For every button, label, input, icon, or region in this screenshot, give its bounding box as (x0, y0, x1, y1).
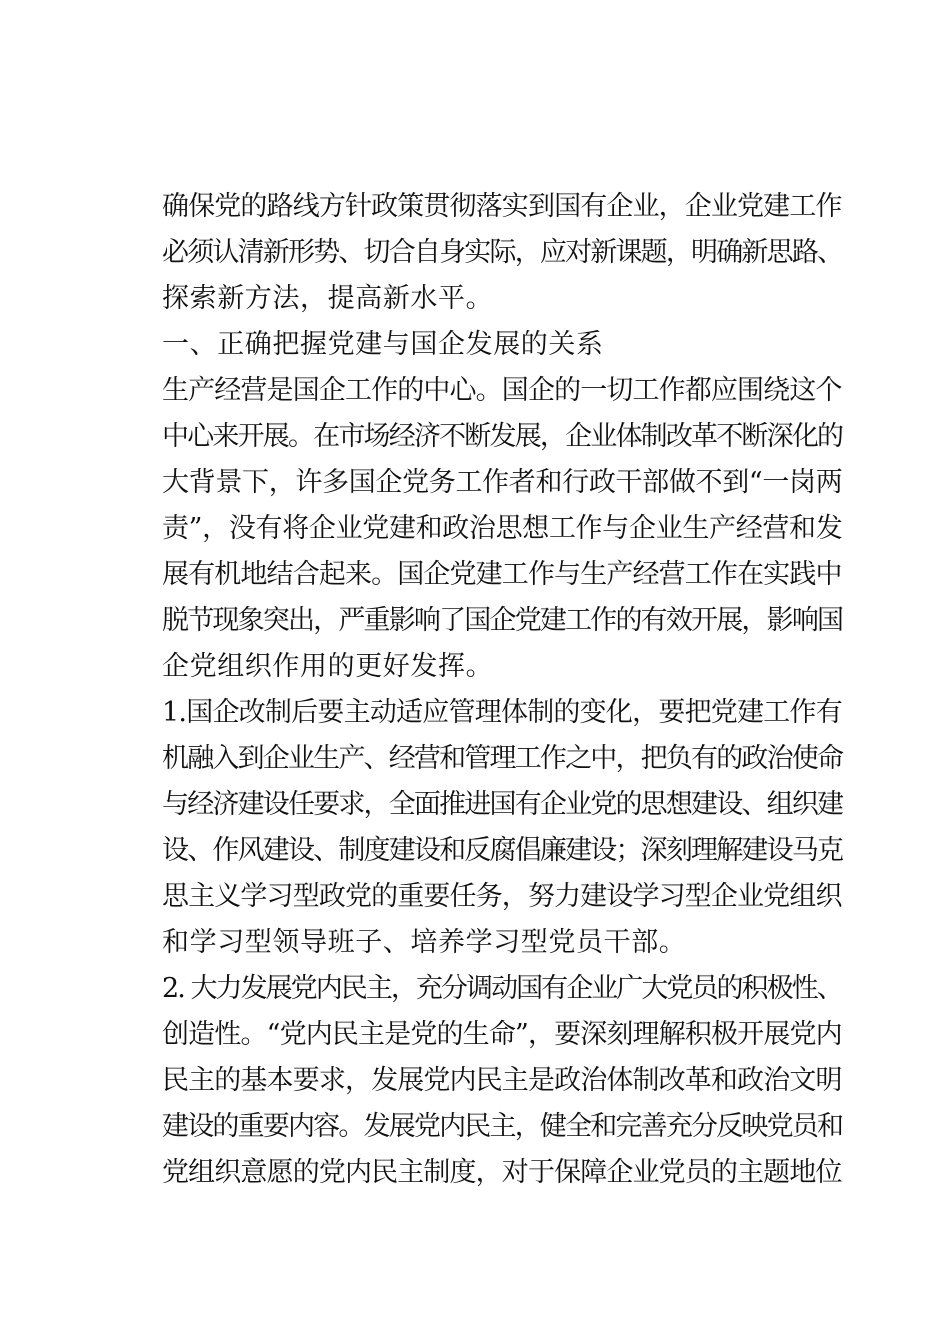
text-line: 思主义学习型政党的重要任务，努力建设学习型企业党组织 (162, 881, 842, 912)
text-line: 探索新方法，提高新水平。 (162, 283, 494, 314)
text-line: 确保党的路线方针政策贯彻落实到国有企业，企业党建工作 (162, 191, 842, 222)
text-line: 大背景下，许多国企党务工作者和行政干部做不到“一岗两 (162, 467, 843, 498)
list-item-2: 2. 大力发展党内民主，充分调动国有企业广大党员的积极性、 (162, 973, 842, 1004)
text-line: 设、作风建设、制度建设和反腐倡廉建设；深刻理解建设马克 (162, 835, 843, 866)
text-line: 党组织意愿的党内民主制度，对于保障企业党员的主题地位 (162, 1157, 842, 1188)
text-line: 展有机地结合起来。国企党建工作与生产经营工作在实践中 (162, 559, 842, 590)
text-line: 与经济建设任要求，全面推进国有企业党的思想建设、组织建 (162, 789, 843, 820)
text-line: 脱节现象突出，严重影响了国企党建工作的有效开展，影响国 (162, 605, 843, 636)
text-line: 机融入到企业生产、经营和管理工作之中，把负有的政治使命 (162, 743, 843, 774)
section-heading: 一、正确把握党建与国企发展的关系 (162, 329, 604, 360)
text-line: 责”，没有将企业党建和政治思想工作与企业生产经营和发 (162, 513, 843, 544)
text-line: 创造性。“党内民主是党的生命”，要深刻理解积极开展党内 (162, 1019, 842, 1050)
document-body (162, 184, 842, 1196)
text-line: 企党组织作用的更好发挥。 (162, 651, 494, 682)
text-line: 建设的重要内容。发展党内民主，健全和完善充分反映党员和 (162, 1111, 843, 1142)
text-line: 必须认清新形势、切合自身实际，应对新课题，明确新思路、 (162, 237, 843, 268)
text-line: 民主的基本要求，发展党内民主是政治体制改革和政治文明 (162, 1065, 842, 1096)
list-item-1: 1.国企改制后要主动适应管理体制的变化，要把党建工作有 (162, 697, 842, 728)
text-line: 和学习型领导班子、培养学习型党员干部。 (162, 927, 687, 958)
text-line: 中心来开展。在市场经济不断发展，企业体制改革不断深化的 (162, 421, 843, 452)
text-line: 生产经营是国企工作的中心。国企的一切工作都应围绕这个 (162, 375, 842, 406)
